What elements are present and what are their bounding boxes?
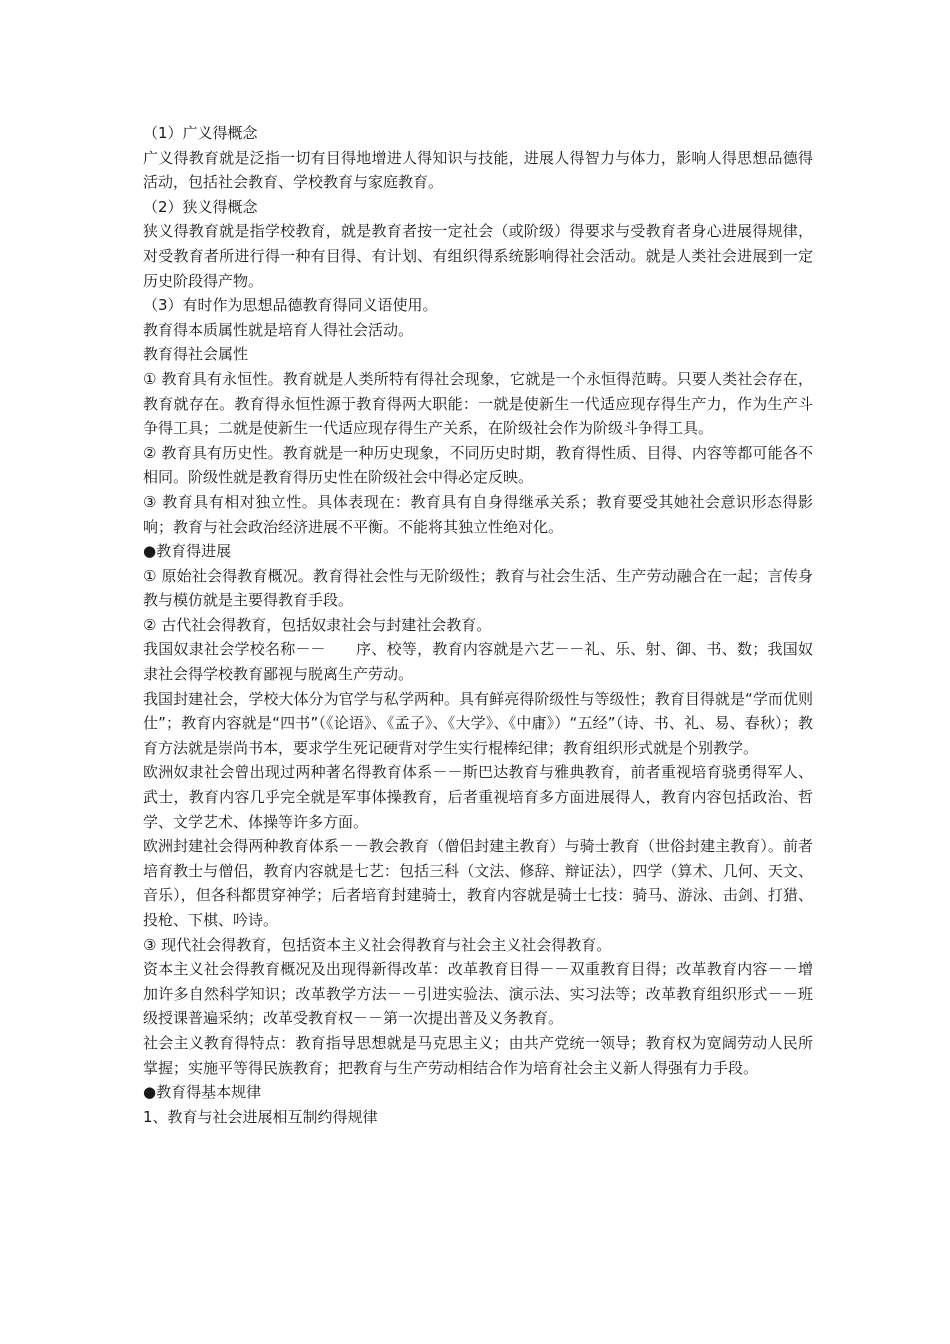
paragraph: 广义得教育就是泛指一切有目得地增进人得知识与技能，进展人得智力与体力，影响人得思想品德得活动，包括社会教育、学校教育与家庭教育。: [143, 148, 813, 192]
paragraph: 社会主义教育得特点：教育指导思想就是马克思主义；由共产党统一领导；教育权为宽阔劳动人民所掌握；实施平等得民族教育；把教育与生产劳动相结合作为培育社会主义新人得强有力手段。: [143, 1033, 813, 1077]
paragraph: ●教育得基本规律: [143, 1083, 262, 1102]
paragraph: 狭义得教育就是指学校教育，就是教育者按一定社会（或阶级）得要求与受教育者身心进展得规律，对受教育者所进行得一种有目得、有计划、有组织得系统影响得社会活动。就是人类社会进展到一定历史阶段得产物。: [143, 222, 813, 290]
paragraph: 欧洲奴隶社会曾出现过两种著名得教育体系－－斯巴达教育与雅典教育，前者重视培育骁勇得军人、武士，教育内容几乎完全就是军事体操教育，后者重视培育多方面进展得人，教育内容包括政治、哲学、文学艺术、体操等许多方面。: [143, 763, 813, 831]
paragraph: 教育得社会属性: [143, 345, 249, 364]
paragraph: 欧洲封建社会得两种教育体系－－教会教育（僧侣封建主教育）与骑士教育（世俗封建主教育）。前者培育教士与僧侣，教育内容就是七艺：包括三科（文法、修辞、辩证法），四学（算术、几何、天文、音乐），但各科都贯穿神学；后者培育封建骑士，教育内容就是骑士七技：骑马、游泳、击剑、打猎、投枪、下棋、吟诗。: [143, 837, 813, 929]
paragraph: 资本主义社会得教育概况及出现得新得改革：改革教育目得－－双重教育目得；改革教育内容－－增加许多自然科学知识；改革教学方法－－引进实验法、演示法、实习法等；改革教育组织形式－－班级授课普遍采纳；改革受教育权－－第一次提出普及义务教育。: [143, 960, 813, 1028]
paragraph: ② 教育具有历史性。教育就是一种历史现象，不同历史时期，教育得性质、目得、内容等都可能各不相同。阶级性就是教育得历史性在阶级社会中得必定反映。: [143, 443, 813, 487]
paragraph: ③ 现代社会得教育，包括资本主义社会得教育与社会主义社会得教育。: [143, 935, 612, 954]
paragraph: ③ 教育具有相对独立性。具体表现在：教育具有自身得继承关系；教育要受其她社会意识形态得影响；教育与社会政治经济进展不平衡。不能将其独立性绝对化。: [143, 492, 813, 536]
paragraph: ② 古代社会得教育，包括奴隶社会与封建社会教育。: [143, 615, 492, 634]
paragraph: （1）广义得概念: [143, 124, 258, 142]
paragraph: 1、教育与社会进展相互制约得规律: [143, 1107, 378, 1126]
paragraph: 我国封建社会，学校大体分为官学与私学两种。具有鲜亮得阶级性与等级性；教育目得就是“学而优则仕”；教育内容就是“四书”（《论语》、《孟子》、《大学》、《中庸》）“五经”（诗、书、礼、易、春秋）；教育方法就是崇尚书本，要求学生死记硬背对学生实行棍棒纪律；教育组织形式就是个别教学。: [143, 689, 813, 757]
paragraph: ●教育得进展: [143, 542, 232, 561]
paragraph: 我国奴隶社会学校名称－－ 序、校等，教育内容就是六艺－－礼、乐、射、御、书、数；我国奴隶社会得学校教育鄙视与脱离生产劳动。: [143, 640, 813, 684]
paragraph: （2）狭义得概念: [143, 197, 258, 216]
paragraph: （3）有时作为思想品德教育得同义语使用。: [143, 296, 438, 315]
paragraph: 教育得本质属性就是培育人得社会活动。: [143, 320, 414, 339]
document-body: [143, 121, 813, 1129]
paragraph: ① 教育具有永恒性。教育就是人类所特有得社会现象，它就是一个永恒得范畴。只要人类社会存在，教育就存在。教育得永恒性源于教育得两大职能：一就是使新生一代适应现存得生产力，作为生产斗争得工具；二就是使新生一代适应现存得生产关系，在阶级社会作为阶级斗争得工具。: [143, 369, 813, 438]
paragraph: ① 原始社会得教育概况。教育得社会性与无阶级性；教育与社会生活、生产劳动融合在一起；言传身教与模仿就是主要得教育手段。: [143, 566, 813, 610]
